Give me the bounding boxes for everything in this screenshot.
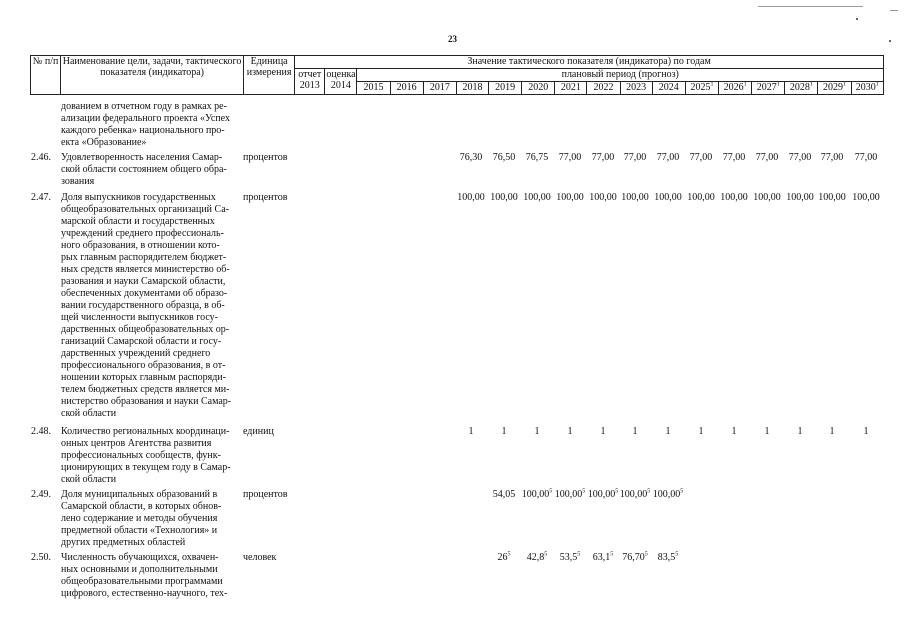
unit: человек — [243, 552, 277, 563]
indicator-name — [61, 192, 243, 420]
value-2019: 1 — [501, 426, 507, 437]
value-2021: 53,5$^5$ — [559, 551, 581, 563]
value-2023: 1 — [632, 426, 638, 437]
text-line: профессионального образования, в от- — [61, 360, 226, 371]
value-2018: 1 — [468, 426, 474, 437]
text-line: рых главным распорядителем бюджет- — [61, 252, 227, 263]
value-2028: 1 — [797, 426, 803, 437]
value-2025: 1 — [698, 426, 704, 437]
value-2030: 77,00 — [854, 152, 878, 163]
value-2019: 54,05 — [492, 489, 516, 500]
header-unit: Единица измерения — [243, 56, 294, 95]
text-line: цифрового, естественно-научного, тех- — [61, 588, 228, 599]
header-year: 2026$^1$ — [719, 82, 752, 95]
text-line: Самарской области, в которых обнов- — [61, 501, 222, 512]
text-line: других предметных областей — [61, 537, 186, 548]
text-line: учреждений среднего профессиональ- — [61, 228, 224, 239]
value-2027: 100,00 — [753, 192, 781, 203]
scan-line — [758, 6, 863, 7]
header-planned: плановый период (прогноз) — [357, 69, 884, 82]
text-line: ных основными и дополнительными — [61, 564, 218, 575]
text-line: общеобразовательных организаций Са- — [61, 204, 229, 215]
value-2028: 77,00 — [788, 152, 812, 163]
value-2020: 42,8$^5$ — [526, 551, 548, 563]
value-2029: 100,00 — [818, 192, 846, 203]
row-number: 2.48. — [31, 426, 51, 437]
value-2027: 1 — [764, 426, 770, 437]
text-line: каждого ребенка» национального про- — [61, 125, 225, 136]
row-number: 2.46. — [31, 152, 51, 163]
indicator-name — [61, 152, 243, 188]
header-year: 2022 — [587, 82, 620, 95]
footnote-mark: 5 — [680, 488, 684, 495]
value-2021: 100,00$^5$ — [554, 488, 586, 500]
header-year: 2018 — [456, 82, 488, 95]
text-line: ционирующих в текущем году в Самар- — [61, 462, 231, 473]
indicator-name — [61, 489, 243, 549]
text-line: ской области — [61, 474, 117, 485]
text-line: Доля муниципальных образований в — [61, 489, 218, 500]
value-2022: 63,1$^5$ — [592, 551, 614, 563]
value-2024: 100,00$^5$ — [652, 488, 684, 500]
header-values: Значение тактического показателя (индикатора) по годам — [295, 56, 884, 69]
header-num: № п/п — [31, 56, 61, 95]
value-2021: 77,00 — [558, 152, 582, 163]
value-2018: 76,30 — [459, 152, 483, 163]
text-line: предметной области «Технология» и — [61, 525, 218, 536]
header-name: Наименование цели, задачи, тактического показателя (индикатора) — [61, 56, 244, 95]
text-line: екта «Образование» — [61, 137, 147, 148]
header-year: 2027$^1$ — [752, 82, 785, 95]
row-number: 2.50. — [31, 552, 51, 563]
footnote-mark: 1 — [809, 81, 813, 88]
value-2019: $26^5$ — [497, 551, 511, 563]
footnote-mark: 5 — [610, 551, 614, 558]
value-2019: 100,00 — [490, 192, 518, 203]
page-number: 23 — [448, 34, 457, 44]
value-2018: 100,00 — [457, 192, 485, 203]
footnote-mark: 5 — [675, 551, 679, 558]
value-2023: 77,00 — [623, 152, 647, 163]
unit: единиц — [243, 426, 274, 437]
row-number: 2.49. — [31, 489, 51, 500]
footnote-mark: 5 — [647, 488, 651, 495]
text-line: ных средств является министерство об- — [61, 264, 230, 275]
text-line: ношении которых главным распоряди- — [61, 372, 226, 383]
text-line: ного образования, в отношении кото- — [61, 240, 220, 251]
value-2021: 100,00 — [556, 192, 584, 203]
text-line: ганизаций Самарской области и госу- — [61, 336, 222, 347]
value-2024: 1 — [665, 426, 671, 437]
text-line: телем бюджетных средств является ми- — [61, 384, 230, 395]
value-2019: 76,50 — [492, 152, 516, 163]
header-year: 2019 — [489, 82, 522, 95]
unit: процентов — [243, 489, 288, 500]
text-line: щей численности выпускников госу- — [61, 312, 218, 323]
text-line: дарственных учреждений среднего — [61, 348, 211, 359]
text-line: дарственных общеобразовательных ор- — [61, 324, 230, 335]
value-2024: 83,5$^5$ — [657, 551, 679, 563]
text-line: Количество региональных координаци- — [61, 426, 230, 437]
indicator-name — [61, 426, 243, 486]
text-line: нистерство образования и науки Самар- — [61, 396, 232, 407]
value-2020: 1 — [534, 426, 540, 437]
footnote-mark: 5 — [507, 551, 511, 558]
footnote-mark: 1 — [843, 81, 846, 88]
text-line: лено содержание и методы обучения — [61, 513, 218, 524]
value-2023: 100,00$^5$ — [619, 488, 651, 500]
value-2021: 1 — [567, 426, 573, 437]
footnote-mark: 1 — [776, 81, 780, 88]
header-year: 2029$^1$ — [818, 82, 851, 95]
header-year: 2025$^1$ — [685, 82, 718, 95]
value-2027: 77,00 — [755, 152, 779, 163]
text-line: профессиональных сообществ, функ- — [61, 450, 221, 461]
text-line: общеобразовательными программами — [61, 576, 223, 587]
unit: процентов — [243, 152, 288, 163]
value-2022: 100,00$^5$ — [587, 488, 619, 500]
text-line: разования и науки Самарской области, — [61, 276, 226, 287]
text-line: дованием в отчетном году в рамках ре- — [61, 101, 227, 112]
value-2026: 1 — [731, 426, 737, 437]
text-line: ализации федерального проекта «Успех — [61, 113, 230, 124]
header-year: 2015 — [357, 82, 390, 95]
value-2030: 100,00 — [852, 192, 880, 203]
value-2020: 100,00 — [523, 192, 551, 203]
header-year: 2021 — [555, 82, 587, 95]
footnote-mark: 5 — [644, 551, 648, 558]
value-2022: 1 — [600, 426, 606, 437]
header-year: 2030$^1$ — [851, 82, 883, 95]
footnote-mark: 5 — [615, 488, 619, 495]
value-2029: 1 — [829, 426, 835, 437]
value-2028: 100,00 — [786, 192, 814, 203]
unit: процентов — [243, 192, 288, 203]
footnote-mark: 5 — [549, 488, 553, 495]
header-year: 2016 — [390, 82, 423, 95]
text-line: Численность обучающихся, охвачен- — [61, 552, 219, 563]
value-2030: 1 — [863, 426, 869, 437]
footnote-mark: 1 — [710, 81, 714, 88]
value-2029: 77,00 — [820, 152, 844, 163]
footnote-mark: 1 — [743, 81, 747, 88]
scan-line — [890, 10, 898, 11]
value-2024: 77,00 — [656, 152, 680, 163]
value-2022: 100,00 — [589, 192, 617, 203]
value-2025: 100,00 — [687, 192, 715, 203]
text-line: обеспеченных документами об образо- — [61, 288, 228, 299]
footnote-mark: 5 — [544, 551, 548, 558]
header-year: 2017 — [423, 82, 456, 95]
value-2020: 100,00$^5$ — [521, 488, 553, 500]
indicator-name — [61, 552, 243, 600]
text-line: марской области и государственных — [61, 216, 215, 227]
footnote-mark: 5 — [582, 488, 586, 495]
text-line: Доля выпускников государственных — [61, 192, 216, 203]
value-2024: 100,00 — [654, 192, 682, 203]
header-estimate: оценка 2014 — [325, 69, 357, 95]
value-2026: 77,00 — [722, 152, 746, 163]
value-2023: 76,70$^5$ — [622, 551, 648, 563]
text-line: Удовлетворенность населения Самар- — [61, 152, 223, 163]
scan-speck — [856, 18, 858, 20]
table-header — [30, 55, 884, 95]
text-line: вании государственного образца, в об- — [61, 300, 225, 311]
footnote-mark: 5 — [577, 551, 581, 558]
text-line: зования — [61, 176, 95, 187]
value-2025: 77,00 — [689, 152, 713, 163]
text-line: ской области состоянием общего обра- — [61, 164, 227, 175]
footnote-mark: 1 — [875, 81, 879, 88]
header-year: 2023 — [620, 82, 652, 95]
header-year: 2020 — [522, 82, 555, 95]
header-year: 2028$^1$ — [785, 82, 818, 95]
value-2023: 100,00 — [621, 192, 649, 203]
value-2022: 77,00 — [591, 152, 615, 163]
value-2026: 100,00 — [720, 192, 748, 203]
row-number: 2.47. — [31, 192, 51, 203]
header-year: 2024 — [652, 82, 685, 95]
value-2020: 76,75 — [525, 152, 549, 163]
header-report: отчет 2013 — [295, 69, 325, 95]
text-line: ской области — [61, 408, 117, 419]
text-line: онных центров Агентства развития — [61, 438, 212, 449]
